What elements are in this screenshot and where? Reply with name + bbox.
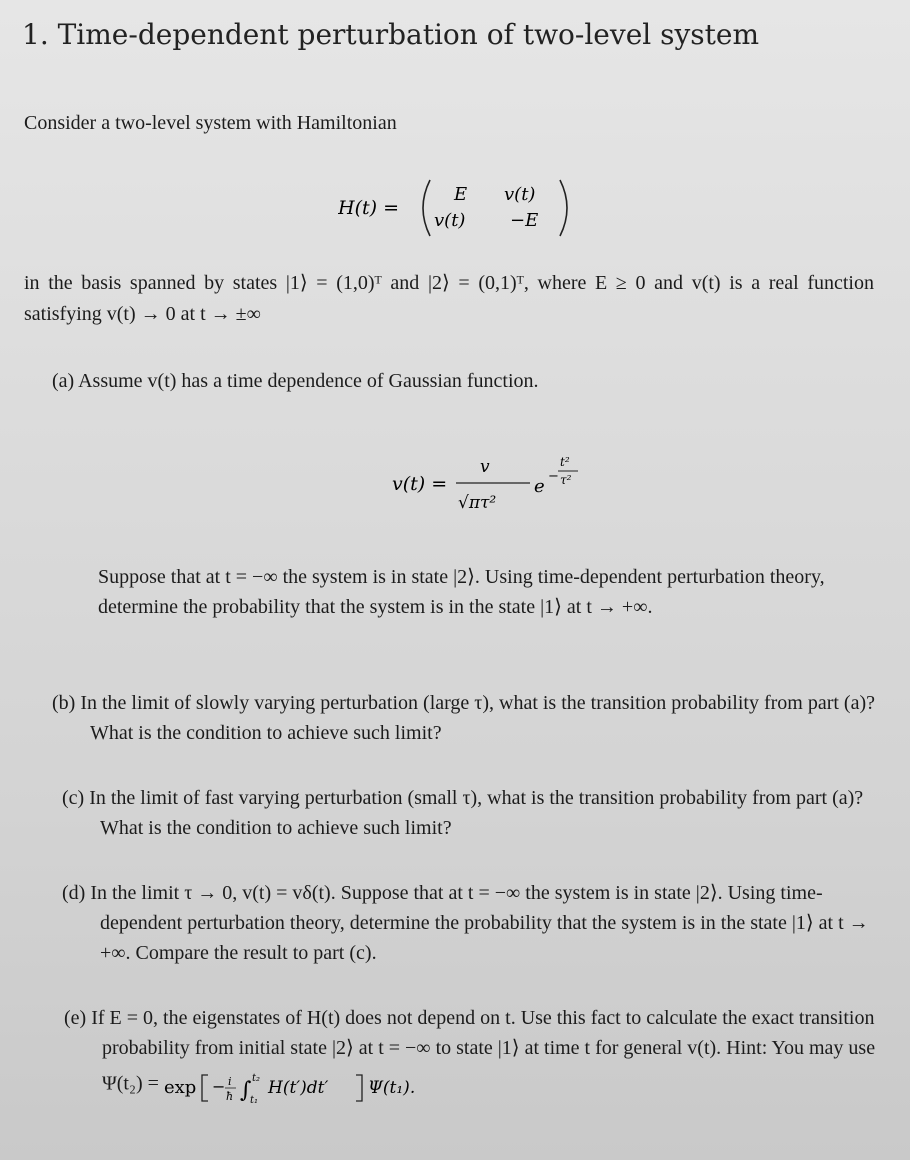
part-e-text: (e) If E = 0, the eigenstates of H(t) does not depend on t. Use this fact to calculate the exact transition probability from initial state |2⟩ at t = −∞ to state |1⟩ at time t for general v(t). Hint: You may use Ψ(t₂) = bbox=[64, 1007, 876, 1095]
gaussian-numerator: v bbox=[480, 457, 490, 477]
exp-label: exp bbox=[163, 1077, 197, 1098]
part-e bbox=[64, 1003, 898, 1107]
svg-text:−: − bbox=[211, 1077, 226, 1096]
gaussian-equation bbox=[392, 442, 592, 522]
exponent-denominator: τ² bbox=[560, 473, 572, 487]
exponent-sign: − bbox=[548, 469, 559, 484]
exponent-numerator: t² bbox=[560, 455, 570, 469]
integral-upper: t₂ bbox=[251, 1073, 260, 1084]
integral-sign: ∫ bbox=[239, 1078, 252, 1103]
hint-equation bbox=[164, 1067, 454, 1107]
part-b: (b) In the limit of slowly varying perturbation (large τ), what is the transition probability from part (a)? What is the condition to achieve such limit? bbox=[52, 692, 876, 744]
part-c: (c) In the limit of fast varying perturbation (small τ), what is the transition probability from part (a)? What is the condition to achieve such limit? bbox=[62, 787, 864, 839]
gaussian-base: e bbox=[534, 476, 545, 497]
suppose-text: Suppose that at t = −∞ the system is in state |2⟩. Using time-dependent perturbation theory, determine the probability that the system is in the state |1⟩ at t → +∞. bbox=[98, 566, 825, 618]
part-d: (d) In the limit τ → 0, v(t) = vδ(t). Suppose that at t = −∞ the system is in state |2⟩. Using time-dependent perturbation theory, determine the probability that the system is in the state |1⟩ at t → +∞. Compare the result to part (c). bbox=[62, 882, 869, 964]
problem-title: 1. Time-dependent perturbation of two-level system bbox=[22, 18, 760, 51]
integrand: H(t′)dt′ bbox=[267, 1078, 329, 1098]
matrix-e22: −E bbox=[510, 210, 539, 231]
matrix-e12: v(t) bbox=[504, 184, 536, 205]
hint-frac-den: ħ bbox=[225, 1090, 233, 1103]
left-bracket bbox=[202, 1075, 208, 1101]
gaussian-denominator: √πτ² bbox=[458, 493, 497, 513]
matrix-e11: E bbox=[454, 184, 468, 205]
right-paren bbox=[560, 180, 567, 236]
intro-text: Consider a two-level system with Hamiltonian bbox=[24, 112, 397, 134]
part-a: (a) Assume v(t) has a time dependence of Gaussian function. bbox=[52, 370, 539, 392]
hamiltonian-equation bbox=[338, 168, 578, 248]
integral-lower: t₁ bbox=[249, 1095, 258, 1106]
basis-text: in the basis spanned by states |1⟩ = (1,0)ᵀ and |2⟩ = (0,1)ᵀ, where E ≥ 0 and v(t) is a real function satisfying v(t) → 0 at t → ±∞ bbox=[24, 272, 874, 325]
left-paren bbox=[423, 180, 430, 236]
hint-frac-num: i bbox=[227, 1075, 232, 1088]
gaussian-lhs: v(t) = bbox=[392, 473, 448, 495]
psi-term: Ψ(t₁). bbox=[367, 1078, 416, 1098]
right-bracket bbox=[356, 1075, 362, 1101]
hamiltonian-lhs: H(t) = bbox=[338, 197, 399, 219]
matrix-e21: v(t) bbox=[434, 210, 466, 231]
